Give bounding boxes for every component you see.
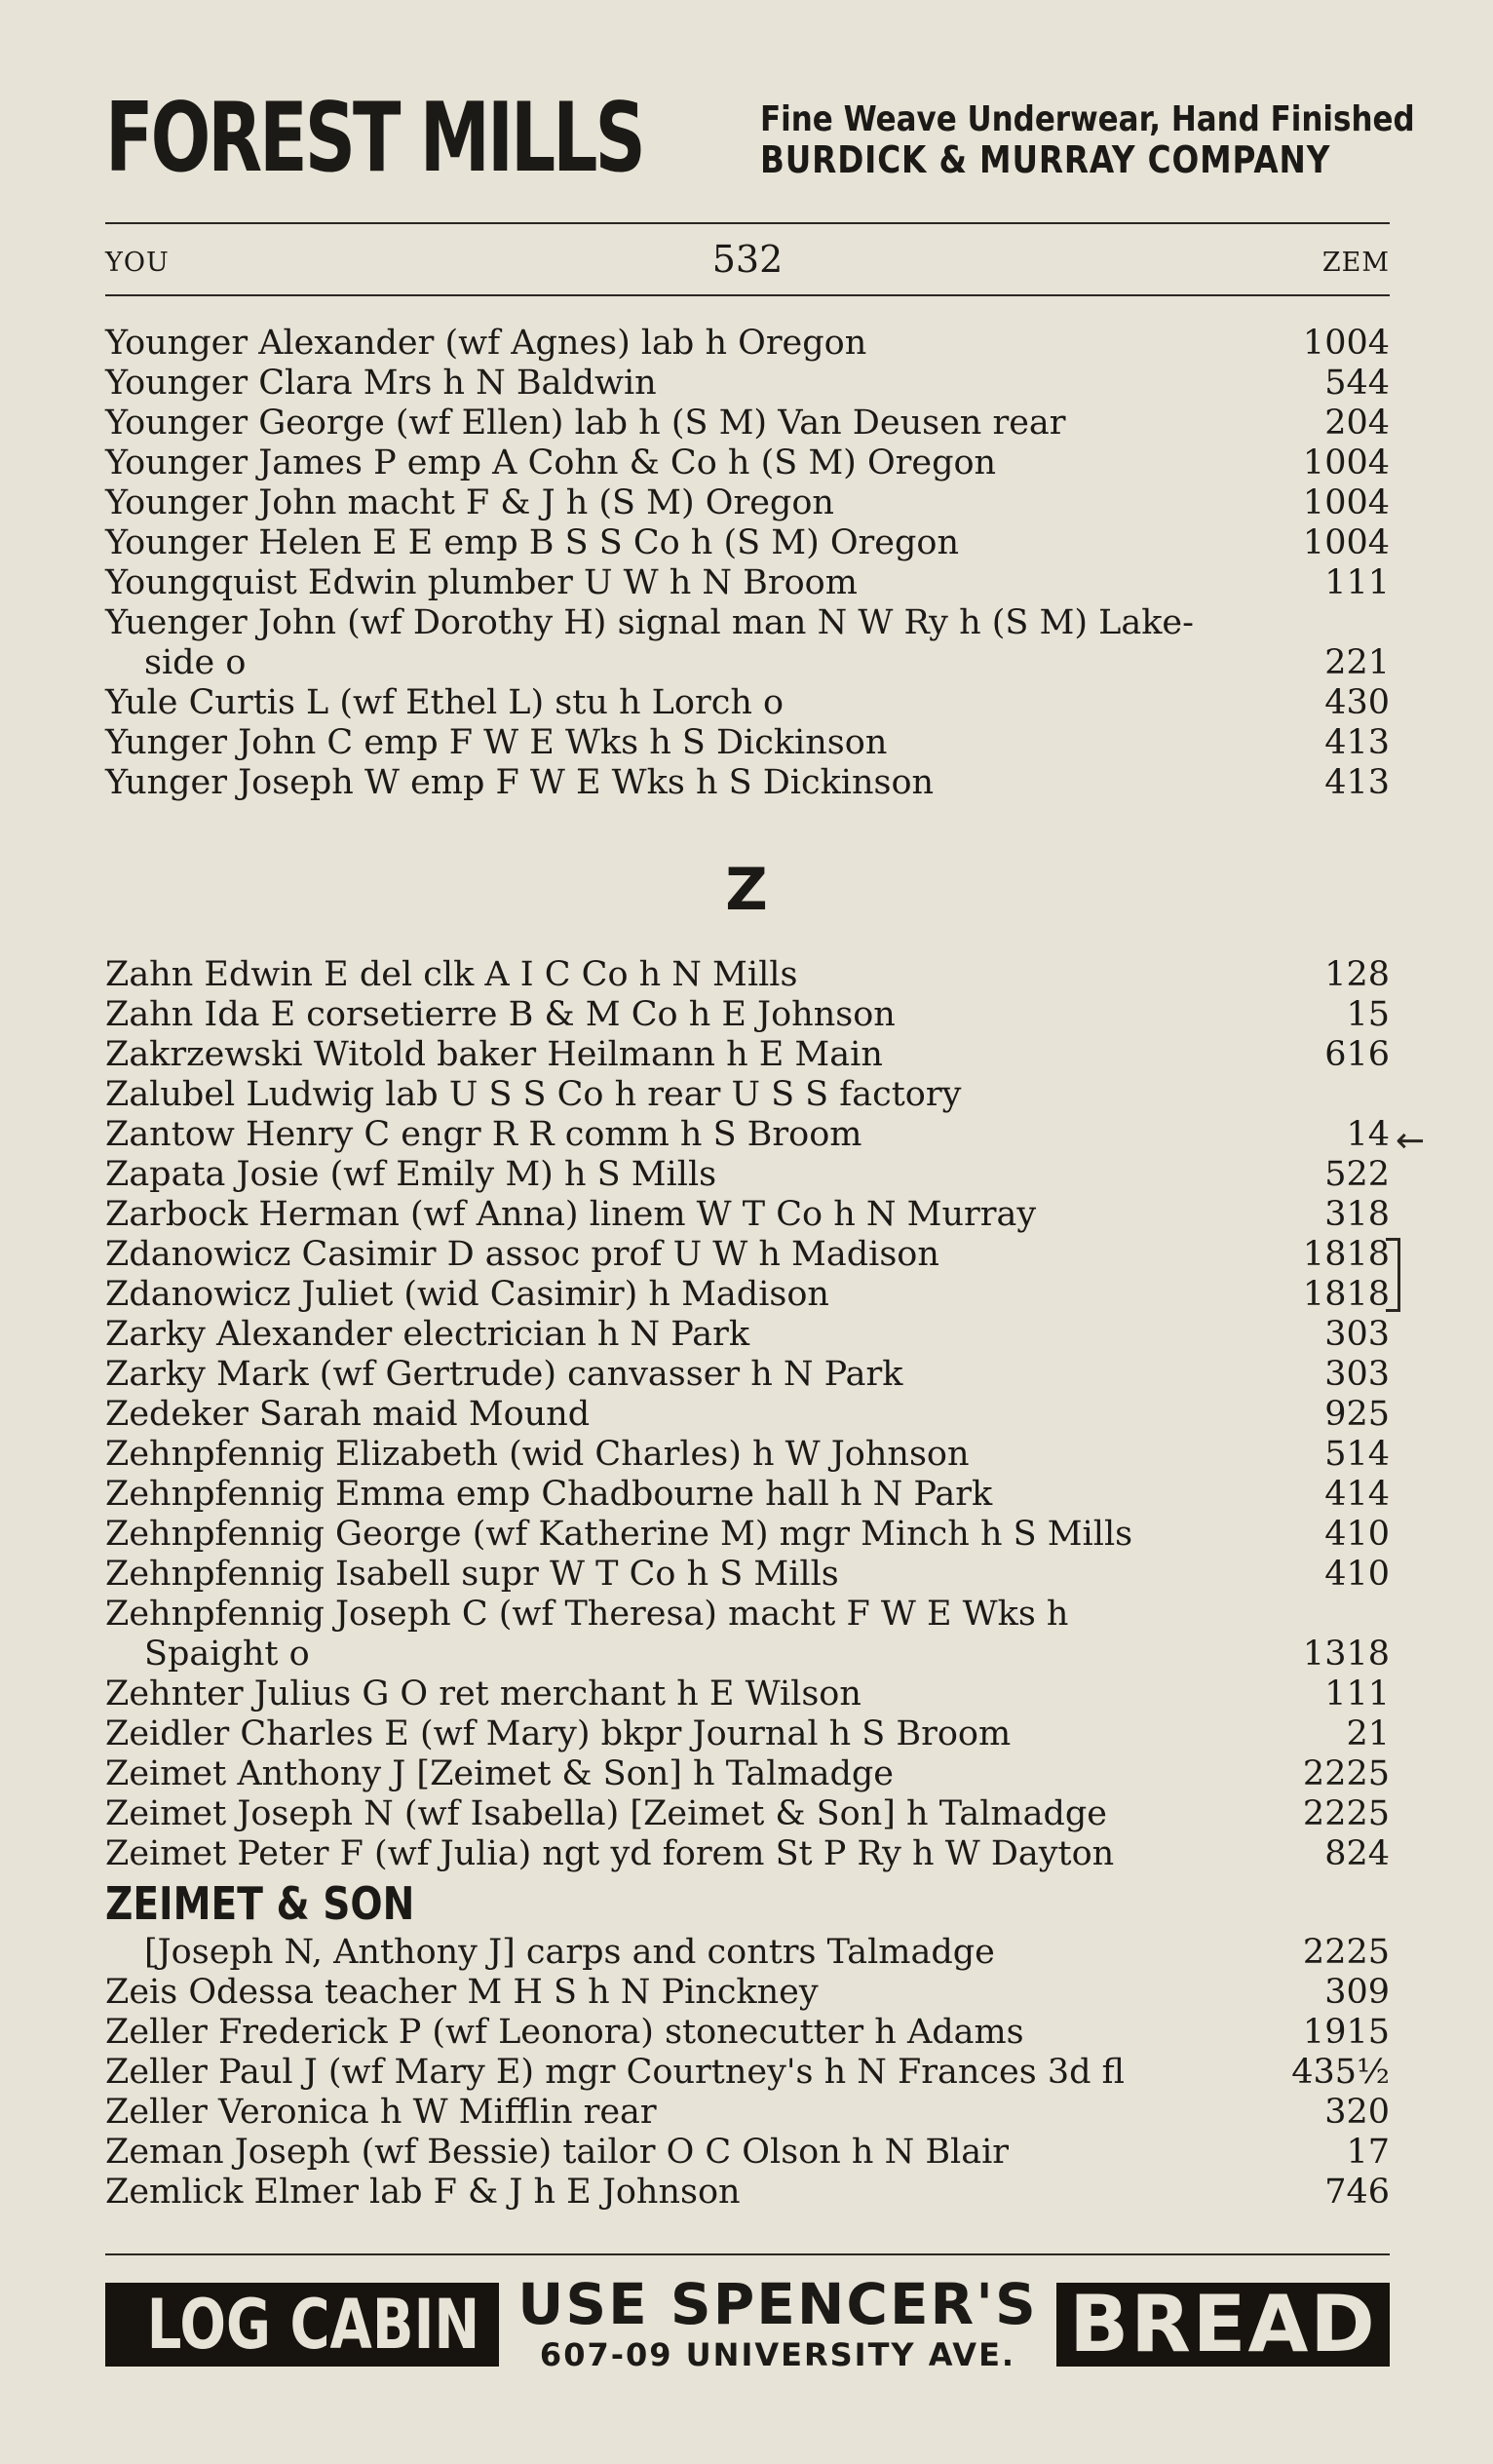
directory-entry — [105, 1115, 1390, 1155]
ad-brand-name: FOREST MILLS — [105, 83, 643, 194]
directory-entry — [105, 1973, 1390, 2013]
margin-mark-arrow: ← — [1396, 1121, 1426, 1161]
house-number: 413 — [1324, 723, 1390, 762]
entry-text: Zemlick Elmer lab F & J h E Johnson — [105, 2173, 741, 2212]
entry-text: Zapata Josie (wf Emily M) h S Mills — [105, 1155, 717, 1194]
ad-address: 607-09 UNIVERSITY AVE. — [539, 2336, 1016, 2373]
house-number: 410 — [1324, 1515, 1390, 1554]
house-number: 111 — [1324, 1675, 1390, 1713]
directory-entry — [105, 1075, 1390, 1115]
directory-entry — [105, 763, 1390, 803]
entry-text: Zantow Henry C engr R R comm h S Broom — [105, 1115, 862, 1154]
directory-entry — [105, 1035, 1390, 1075]
directory-entry — [105, 995, 1390, 1035]
directory-entry — [105, 1155, 1390, 1195]
directory-entry — [105, 955, 1390, 995]
directory-entry — [105, 483, 1390, 523]
entry-text: Zedeker Sarah maid Mound — [105, 1395, 591, 1434]
directory-entry — [105, 1595, 1390, 1675]
entry-text: Yunger Joseph W emp F W E Wks h S Dickinson — [105, 763, 935, 802]
house-number: 430 — [1324, 683, 1390, 722]
house-number: 824 — [1324, 1834, 1390, 1873]
directory-entry — [105, 1874, 1390, 1973]
house-number: 21 — [1346, 1714, 1390, 1753]
entry-text: Younger John macht F & J h (S M) Oregon — [105, 483, 834, 522]
entry-text: Zeimet Joseph N (wf Isabella) [Zeimet & Son] h Talmadge — [105, 1794, 1107, 1833]
directory-entry — [105, 1794, 1390, 1834]
entry-text: Zeller Paul J (wf Mary E) mgr Courtney's h N Frances 3d fl — [105, 2053, 1125, 2092]
directory-entry — [105, 1435, 1390, 1475]
header-rule-top — [105, 222, 1390, 224]
directory-entry — [105, 2053, 1390, 2093]
entry-text: Younger James P emp A Cohn & Co h (S M) Oregon — [105, 443, 997, 482]
entry-text: Zeimet Anthony J [Zeimet & Son] h Talmadge — [105, 1754, 894, 1793]
ad-headline: USE SPENCER'S — [517, 2271, 1038, 2337]
directory-entry — [105, 523, 1390, 563]
directory-entry — [105, 1315, 1390, 1355]
house-number: 522 — [1324, 1155, 1390, 1194]
house-number: 128 — [1324, 955, 1390, 994]
entry-text: Zakrzewski Witold baker Heilmann h E Main — [105, 1035, 883, 1074]
directory-entry — [105, 1395, 1390, 1435]
directory-entry — [105, 1515, 1390, 1555]
house-number: 1818 — [1302, 1235, 1390, 1274]
entry-text: Zeidler Charles E (wf Mary) bkpr Journal h S Broom — [105, 1714, 1012, 1753]
entry-text: Zehnpfennig Joseph C (wf Theresa) macht F W E Wks h — [105, 1595, 1069, 1634]
ad-tagline: Fine Weave Underwear, Hand Finished — [760, 99, 1415, 139]
entry-text: Younger Helen E E emp B S S Co h (S M) Oregon — [105, 523, 960, 562]
entry-text: Zarky Mark (wf Gertrude) canvasser h N Park — [105, 1355, 903, 1394]
listing-y — [105, 324, 1390, 803]
house-number: 1004 — [1302, 443, 1390, 482]
entry-text: Zalubel Ludwig lab U S S Co h rear U S S factory — [105, 1075, 962, 1114]
house-number: 1004 — [1302, 483, 1390, 522]
directory-entry — [105, 2013, 1390, 2053]
house-number: 14 — [1346, 1115, 1390, 1154]
house-number: 303 — [1324, 1355, 1390, 1394]
entry-text: Younger Clara Mrs h N Baldwin — [105, 364, 657, 403]
house-number: 221 — [1324, 643, 1390, 682]
page-number: 532 — [711, 238, 784, 281]
entry-text: Zahn Edwin E del clk A I C Co h N Mills — [105, 955, 798, 994]
log-cabin-label: LOG CABIN — [146, 2285, 480, 2365]
directory-entry — [105, 2133, 1390, 2173]
guide-word-first: YOU — [105, 248, 170, 278]
house-number: 514 — [1324, 1435, 1390, 1474]
entry-continuation: Spaight o — [144, 1635, 310, 1674]
directory-entry — [105, 1555, 1390, 1595]
directory-entry — [105, 1834, 1390, 1874]
entry-text: Younger George (wf Ellen) lab h (S M) Van Deusen rear — [105, 404, 1066, 443]
entry-text: Zeimet Peter F (wf Julia) ngt yd forem St P Ry h W Dayton — [105, 1834, 1115, 1873]
house-number: 435½ — [1291, 2053, 1390, 2092]
entry-text: Zeman Joseph (wf Bessie) tailor O C Olson h N Blair — [105, 2133, 1010, 2172]
running-head — [105, 238, 1390, 281]
entry-text: Zdanowicz Casimir D assoc prof U W h Madison — [105, 1235, 939, 1274]
house-number: 111 — [1324, 563, 1390, 602]
house-number: 544 — [1324, 364, 1390, 403]
directory-entry — [105, 1235, 1390, 1275]
house-number: 303 — [1324, 1315, 1390, 1354]
house-number: 204 — [1324, 404, 1390, 443]
entry-text: Zeller Frederick P (wf Leonora) stonecutter h Adams — [105, 2013, 1024, 2052]
directory-entry — [105, 563, 1390, 603]
house-number: 414 — [1324, 1475, 1390, 1514]
entry-text: Zehnter Julius G O ret merchant h E Wilson — [105, 1675, 861, 1713]
directory-entry — [105, 404, 1390, 443]
entry-text: Zehnpfennig Elizabeth (wid Charles) h W Johnson — [105, 1435, 970, 1474]
entry-text: Zeller Veronica h W Mifflin rear — [105, 2093, 657, 2132]
ad-company-name: BURDICK & MURRAY COMPANY — [760, 138, 1331, 181]
house-number: 925 — [1324, 1395, 1390, 1434]
entry-text: Zehnpfennig George (wf Katherine M) mgr Minch h S Mills — [105, 1515, 1133, 1554]
entry-text: Zehnpfennig Emma emp Chadbourne hall h N Park — [105, 1475, 993, 1514]
house-number: 413 — [1324, 763, 1390, 802]
entry-text: Yule Curtis L (wf Ethel L) stu h Lorch o — [105, 683, 785, 722]
house-number: 1004 — [1302, 324, 1390, 363]
directory-entry — [105, 443, 1390, 483]
entry-text: Younger Alexander (wf Agnes) lab h Oregon — [105, 324, 867, 363]
entry-text: Zdanowicz Juliet (wid Casimir) h Madison — [105, 1275, 829, 1314]
spencers-bread-advertisement — [105, 2271, 1390, 2373]
entry-text: Zehnpfennig Isabell supr W T Co h S Mills — [105, 1555, 839, 1594]
firm-name: ZEIMET & SON — [105, 1877, 415, 1930]
house-number: 1818 — [1302, 1275, 1390, 1314]
margin-mark-bracket — [1386, 1238, 1400, 1312]
directory-entry — [105, 1714, 1390, 1754]
directory-entry — [105, 2173, 1390, 2213]
directory-entry — [105, 683, 1390, 723]
entry-text: Zarky Alexander electrician h N Park — [105, 1315, 750, 1354]
directory-entry — [105, 1754, 1390, 1794]
house-number: 17 — [1346, 2133, 1390, 2172]
house-number: 2225 — [1302, 1933, 1390, 1972]
forest-mills-advertisement — [105, 83, 1415, 194]
listing-z — [105, 955, 1390, 2213]
entry-continuation: side o — [144, 643, 247, 682]
header-rule-bottom — [105, 294, 1390, 296]
entry-text: Yunger John C emp F W E Wks h S Dickinson — [105, 723, 888, 762]
house-number: 2225 — [1302, 1754, 1390, 1793]
directory-entry — [105, 723, 1390, 763]
house-number: 616 — [1324, 1035, 1390, 1074]
house-number: 318 — [1324, 1195, 1390, 1234]
directory-entry — [105, 364, 1390, 404]
directory-entry — [105, 1355, 1390, 1395]
section-letter-heading: Z — [725, 856, 768, 924]
directory-entry — [105, 1275, 1390, 1315]
directory-entry — [105, 1475, 1390, 1515]
directory-entry — [105, 324, 1390, 364]
house-number: 410 — [1324, 1555, 1390, 1594]
house-number: 746 — [1324, 2173, 1390, 2212]
entry-text: Zarbock Herman (wf Anna) linem W T Co h N Murray — [105, 1195, 1037, 1234]
house-number: 15 — [1346, 995, 1390, 1034]
house-number: 309 — [1324, 1973, 1390, 2012]
footer-rule — [105, 2253, 1390, 2255]
house-number: 2225 — [1302, 1794, 1390, 1833]
directory-entry — [105, 1195, 1390, 1235]
house-number: 1004 — [1302, 523, 1390, 562]
log-cabin-box — [105, 2283, 499, 2367]
bread-box: BREAD — [1056, 2283, 1390, 2367]
directory-entry — [105, 603, 1390, 683]
directory-entry — [105, 2093, 1390, 2133]
guide-word-last: ZEM — [1321, 248, 1390, 278]
entry-text: Youngquist Edwin plumber U W h N Broom — [105, 563, 858, 602]
entry-continuation: [Joseph N, Anthony J] carps and contrs Talmadge — [144, 1933, 995, 1972]
house-number: 320 — [1324, 2093, 1390, 2132]
house-number: 1318 — [1302, 1635, 1390, 1674]
directory-entry — [105, 1675, 1390, 1714]
house-number: 1915 — [1302, 2013, 1390, 2052]
entry-text: Zahn Ida E corsetierre B & M Co h E Johnson — [105, 995, 896, 1034]
entry-text: Zeis Odessa teacher M H S h N Pinckney — [105, 1973, 819, 2012]
entry-text: Yuenger John (wf Dorothy H) signal man N W Ry h (S M) Lake- — [105, 603, 1194, 642]
